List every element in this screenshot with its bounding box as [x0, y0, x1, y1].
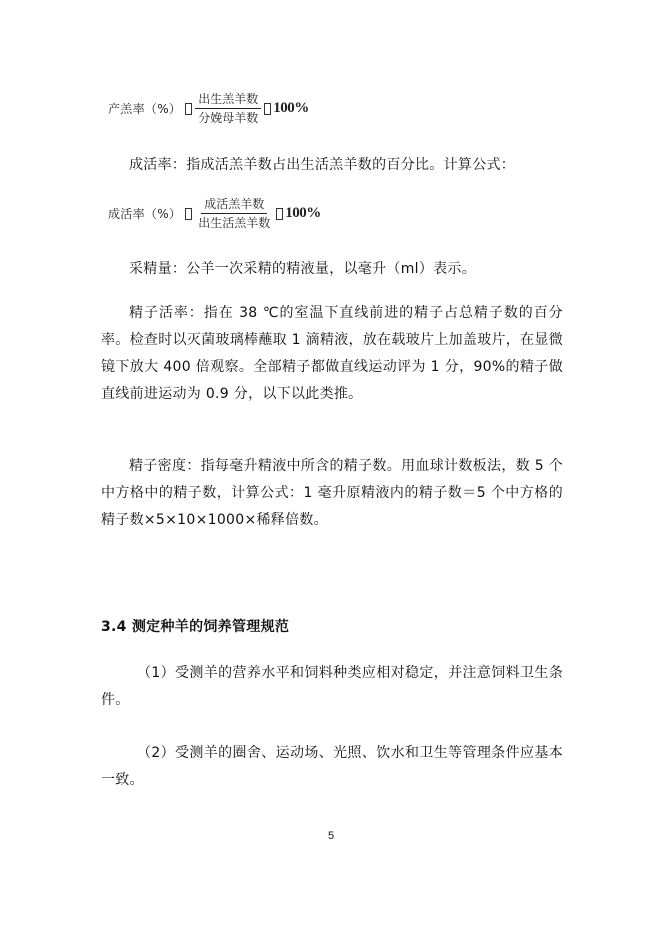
missing-glyph-box — [185, 208, 192, 220]
list-item-1: （1）受测羊的营养水平和饲料种类应相对稳定，并注意饲料卫生条件。 — [101, 665, 563, 708]
formula-multiplier: 100% — [273, 100, 309, 116]
formula-multiplier: 100% — [285, 205, 321, 221]
formula-lambing-rate — [108, 91, 309, 126]
fraction — [195, 196, 273, 231]
formula-survival-rate — [108, 196, 321, 231]
fraction-numerator: 成活羔羊数 — [201, 196, 267, 214]
survival-rate-paragraph: 成活率：指成活羔羊数占出生活羔羊数的百分比。计算公式： — [129, 157, 516, 173]
missing-glyph-box — [264, 103, 271, 115]
list-item-2: （2）受测羊的圈舍、运动场、光照、饮水和卫生等管理条件应基本一致。 — [101, 745, 563, 788]
page-number: 5 — [327, 830, 335, 842]
fraction-numerator: 出生羔羊数 — [195, 91, 261, 109]
formula-lhs: 产羔率（%） — [108, 102, 182, 116]
sperm-density-paragraph: 精子密度：指每毫升精液中所含的精子数。用血球计数板法，数 5 个中方格中的精子数，计算公式：1 毫升原精液内的精子数＝5 个中方格的精子数×5×10×1000×稀释倍数。 — [101, 458, 563, 528]
semen-volume-paragraph: 采精量：公羊一次采精的精液量，以毫升（ml）表示。 — [129, 261, 477, 277]
fraction — [195, 91, 261, 126]
missing-glyph-box — [276, 208, 283, 220]
fraction-denominator: 分娩母羊数 — [198, 111, 259, 125]
formula-lhs: 成活率（%） — [108, 207, 182, 221]
section-heading: 3.4 测定种羊的饲养管理规范 — [101, 619, 290, 635]
missing-glyph-box — [185, 103, 192, 115]
sperm-motility-paragraph: 精子活率：指在 38 ℃的室温下直线前进的精子占总精子数的百分率。检查时以灭菌玻璃棒蘸取 1 滴精液，放在载玻片上加盖玻片，在显微镜下放大 400 倍观察。全部精子都做直线运动评为 1 分，90%的精子做直线前进运动为 0.9 分，以下以此类推。 — [101, 305, 564, 402]
fraction-denominator: 出生活羔羊数 — [198, 216, 271, 230]
